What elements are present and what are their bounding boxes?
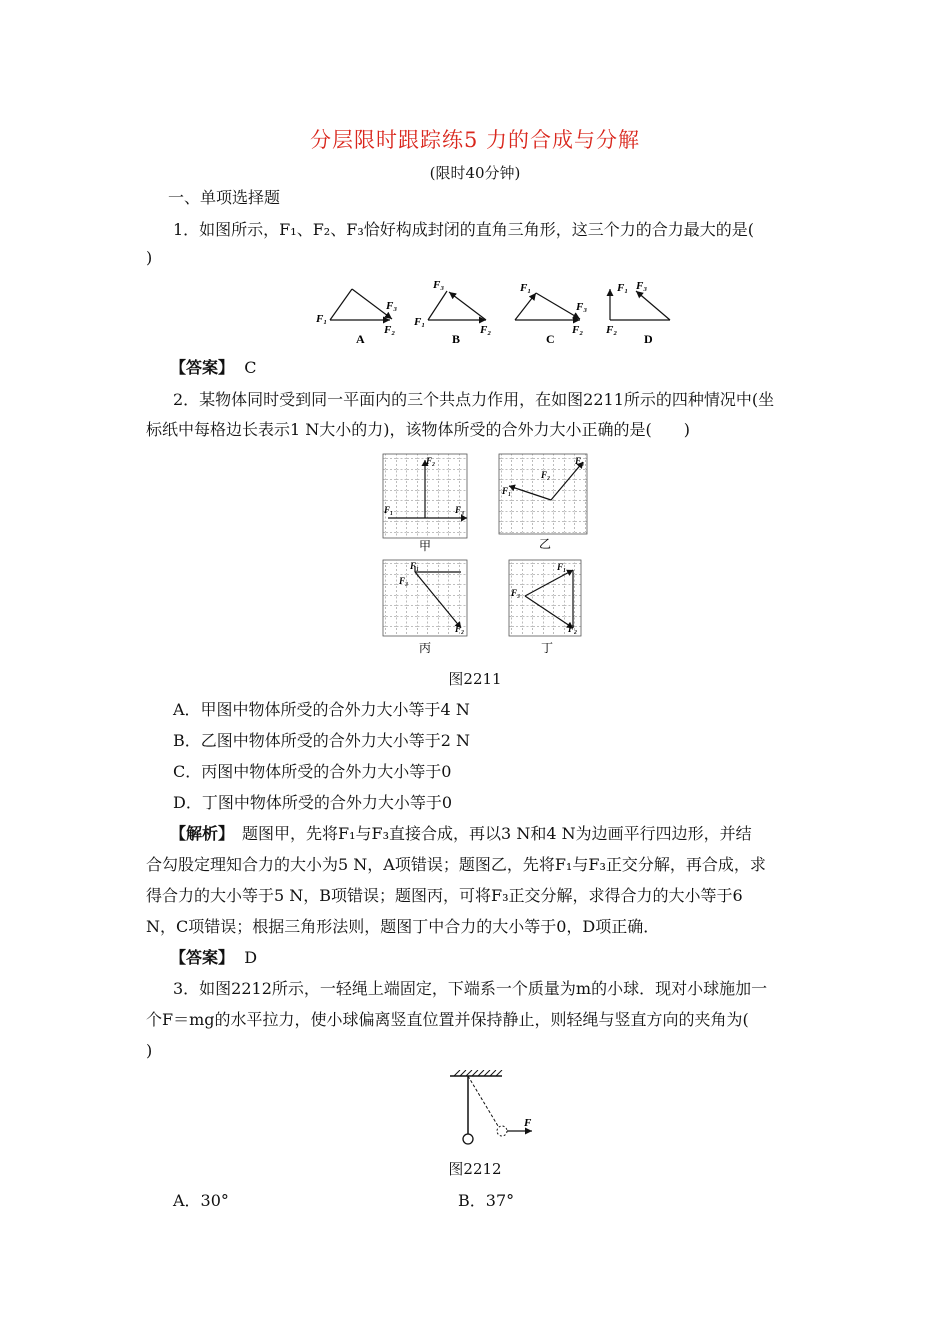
- jia-f3: F₃: [455, 505, 465, 515]
- time-limit: (限时40分钟): [429, 164, 521, 182]
- q1-figure: [310, 275, 690, 350]
- q3-text-line1: 3．如图2212所示，一轻绳上端固定，下端系一个质量为m的小球．现对小球施加一: [173, 979, 768, 998]
- q2-figure: [375, 448, 595, 658]
- q2-analysis-line4: N，C项错误；根据三角形法则，题图丁中合力的大小等于0，D项正确．: [146, 917, 660, 936]
- q2-panel-label-yi: 乙: [539, 537, 552, 551]
- page-title: 分层限时跟踪练5 力的合成与分解: [309, 128, 641, 152]
- q2-panel-jia: [383, 454, 467, 553]
- q3-text-line2: 个F＝mg的水平拉力，使小球偏离竖直位置并保持静止，则轻绳与竖直方向的夹角为(: [146, 1010, 749, 1029]
- q1-answer-tag: 【答案】: [170, 358, 235, 377]
- q1a-f1-label: F₁: [316, 313, 328, 325]
- q2-answer-tag: 【答案】: [170, 948, 235, 967]
- bing-f3: F₃: [399, 576, 409, 586]
- q1-triangle-b: [413, 279, 491, 346]
- q1d-f2-label: F₂: [606, 324, 618, 336]
- q1c-f3-label: F₃: [576, 301, 588, 313]
- q2-analysis-line2: 合勾股定理知合力的大小为5 N，A项错误；题图乙，先将F₁与F₃正交分解，再合成，求: [146, 855, 766, 874]
- q1a-f3-label: F₃: [386, 300, 398, 312]
- q1-option-c: C: [546, 332, 555, 346]
- q1-option-b: B: [452, 332, 461, 346]
- q1a-f2-label: F₂: [384, 324, 396, 336]
- q2-panel-bing: [383, 560, 467, 655]
- q2-choice-c: C．丙图中物体所受的合外力大小等于0: [173, 762, 452, 781]
- q1-triangle-d: [605, 280, 670, 346]
- q2-text-line2: 标纸中每格边长表示1 N大小的力)，该物体所受的合外力大小正确的是( ): [146, 420, 690, 439]
- q2-answer: D: [244, 948, 258, 967]
- q1-triangle-c: [515, 282, 587, 346]
- figure-2212-caption: 图2212: [448, 1160, 502, 1178]
- bing-f1: F₁: [410, 561, 420, 571]
- ding-f3: F₃: [511, 588, 521, 598]
- q1c-f2-label: F₂: [572, 324, 584, 336]
- q1-text-line1: 1．如图所示，F₁、F₂、F₃恰好构成封闭的直角三角形，这三个力的合力最大的是(: [173, 220, 754, 239]
- pendulum-force-label: F: [524, 1117, 532, 1129]
- bing-f2: F₂: [455, 624, 465, 634]
- ding-f2: F₂: [568, 624, 578, 634]
- q1d-f3-label: F₃: [636, 280, 648, 292]
- q1c-f1-label: F₁: [520, 282, 532, 294]
- q1-triangle-a: [315, 289, 397, 346]
- q1b-f3-label: F₃: [433, 279, 445, 291]
- q1-answer: C: [244, 358, 257, 377]
- q2-analysis-line3: 得合力的大小等于5 N，B项错误；题图丙，可将F₃正交分解，求得合力的大小等于6: [146, 886, 743, 905]
- pendulum-figure: [440, 1070, 550, 1150]
- q2-panel-label-ding: 丁: [541, 641, 554, 655]
- q1-text-line2: ): [146, 248, 153, 267]
- yi-f2: F₂: [541, 470, 551, 480]
- q2-panel-yi: [499, 454, 587, 551]
- yi-f3: F₃: [575, 456, 585, 466]
- q1d-f1-label: F₁: [617, 282, 629, 294]
- q2-analysis-line1: 题图甲，先将F₁与F₃直接合成，再以3 N和4 N为边画平行四边形，并结: [226, 824, 752, 843]
- q2-panel-ding: [509, 560, 581, 655]
- q1-option-a: A: [356, 332, 365, 346]
- q1b-f1-label: F₁: [414, 316, 426, 328]
- q2-choice-a: A．甲图中物体所受的合外力大小等于4 N: [173, 700, 470, 719]
- q3-choice-b: B．37°: [458, 1191, 515, 1210]
- figure-2211-caption: 图2211: [448, 670, 502, 688]
- q2-text-line1: 2．某物体同时受到同一平面内的三个共点力作用，在如图2211所示的四种情况中(坐: [173, 390, 775, 409]
- q2-choice-b: B．乙图中物体所受的合外力大小等于2 N: [173, 731, 471, 750]
- yi-f1: F₁: [502, 486, 512, 496]
- q2-panel-label-jia: 甲: [419, 539, 432, 553]
- jia-f1: F₁: [384, 505, 394, 515]
- q3-choice-a: A．30°: [173, 1191, 229, 1210]
- q1-option-d: D: [644, 332, 653, 346]
- section-heading: 一、单项选择题: [168, 188, 281, 207]
- q2-panel-label-bing: 丙: [419, 641, 432, 655]
- q2-choice-d: D．丁图中物体所受的合外力大小等于0: [173, 793, 453, 812]
- q1b-f2-label: F₂: [480, 324, 492, 336]
- q2-analysis-tag: 【解析】: [170, 824, 227, 843]
- jia-f2: F₂: [426, 456, 436, 466]
- q3-text-line3: ): [146, 1041, 153, 1060]
- ding-f1: F₁: [557, 562, 567, 572]
